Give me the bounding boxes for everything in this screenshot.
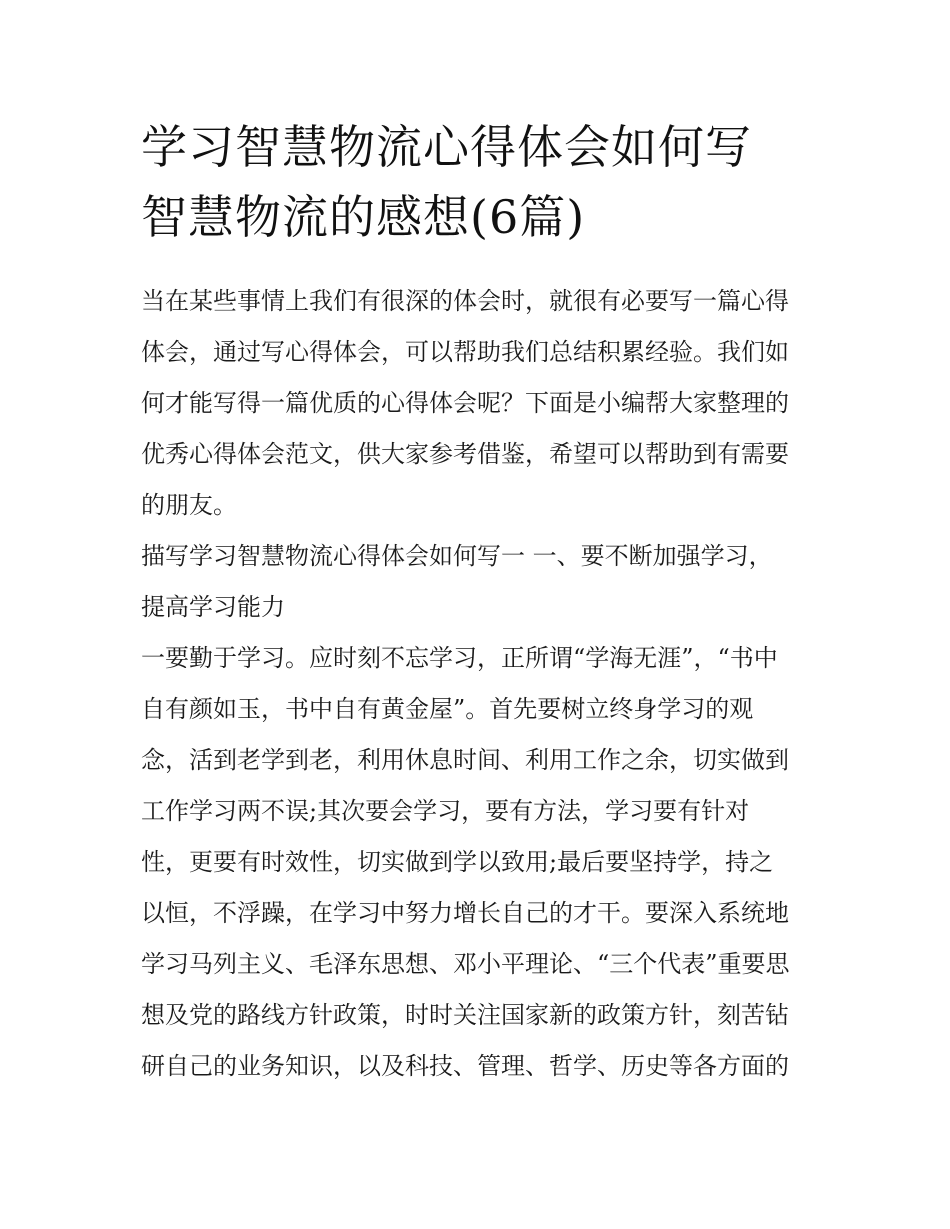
intro-line: 何才能写得一篇优质的心得体会呢？下面是小编帮大家整理的 (141, 389, 789, 417)
body-line: 学习马列主义、毛泽东思想、邓小平理论、“三个代表”重要思 (141, 950, 790, 978)
body-line: 想及党的路线方针政策，时时关注国家新的政策方针，刻苦钻 (141, 1001, 789, 1029)
body-line: 性，更要有时效性，切实做到学以致用;最后要坚持学，持之 (141, 848, 774, 876)
title-line-1: 学习智慧物流心得体会如何写 (141, 120, 752, 174)
intro-line: 的朋友。 (141, 491, 237, 519)
body-line: 念，活到老学到老，利用休息时间、利用工作之余，切实做到 (141, 746, 789, 774)
document-title (141, 112, 841, 252)
title-line-2: 智慧物流的感想(6篇) (141, 190, 586, 244)
intro-paragraph (141, 276, 813, 531)
section-heading (141, 531, 813, 633)
body-line: 以恒，不浮躁，在学习中努力增长自己的才干。要深入系统地 (141, 899, 789, 927)
intro-line: 当在某些事情上我们有很深的体会时，就很有必要写一篇心得 (141, 287, 789, 315)
body-line: 自有颜如玉，书中自有黄金屋”。首先要树立终身学习的观 (141, 695, 754, 723)
body-line: 研自己的业务知识，以及科技、管理、哲学、历史等各方面的 (141, 1052, 789, 1080)
body-line: 一要勤于学习。应时刻不忘学习，正所谓“学海无涯”，“书中 (141, 644, 778, 672)
body-line: 工作学习两不误;其次要会学习，要有方法，学习要有针对 (141, 797, 750, 825)
intro-line: 体会，通过写心得体会，可以帮助我们总结积累经验。我们如 (141, 338, 789, 366)
heading-line: 提高学习能力 (141, 593, 285, 621)
heading-line: 描写学习智慧物流心得体会如何写一 一、要不断加强学习， (141, 542, 773, 570)
intro-line: 优秀心得体会范文，供大家参考借鉴，希望可以帮助到有需要 (141, 440, 789, 468)
body-paragraph (141, 633, 813, 1092)
